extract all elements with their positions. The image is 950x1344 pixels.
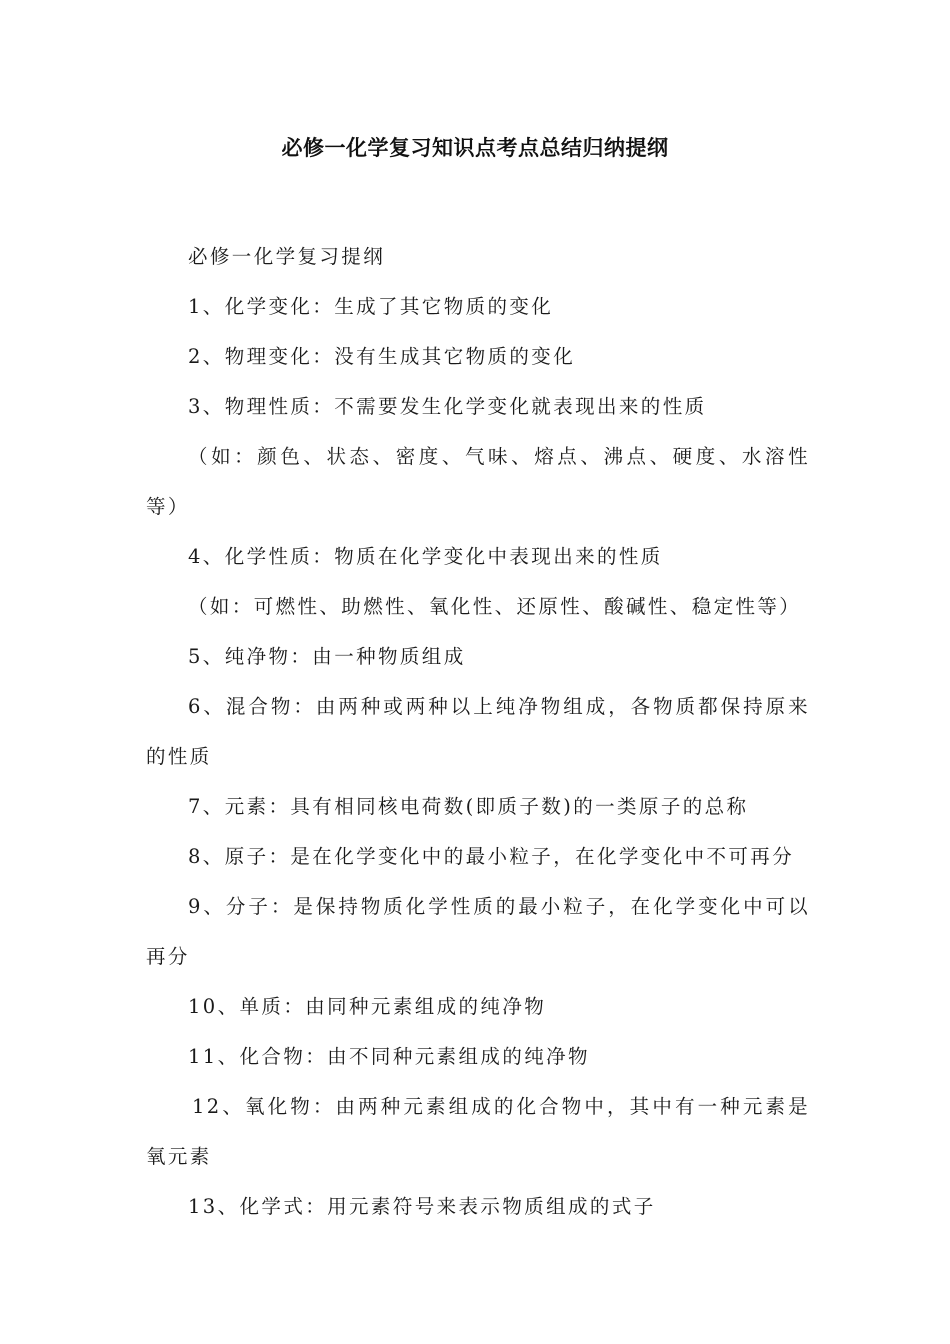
- paragraph-item-10: 10、单质：由同种元素组成的纯净物: [188, 995, 547, 1018]
- paragraph-item-12: 12、氧化物：由两种元素组成的化合物中，其中有一种元素是氧元素: [146, 1095, 810, 1168]
- paragraph-item-2: 2、物理变化：没有生成其它物质的变化: [188, 345, 576, 368]
- document-body: [146, 232, 810, 1232]
- paragraph-item-3-examples: （如：颜色、状态、密度、气味、熔点、沸点、硬度、水溶性等）: [146, 445, 810, 518]
- paragraph-item-6: 6、混合物：由两种或两种以上纯净物组成，各物质都保持原来的性质: [146, 695, 810, 768]
- paragraph-item-11: 11、化合物：由不同种元素组成的纯净物: [188, 1045, 590, 1068]
- paragraph-item-9: 9、分子：是保持物质化学性质的最小粒子，在化学变化中可以再分: [146, 895, 810, 968]
- paragraph-item-4-examples: （如：可燃性、助燃性、氧化性、还原性、酸碱性、稳定性等）: [188, 595, 802, 618]
- page-title: 必修一化学复习知识点考点总结归纳提纲: [281, 136, 669, 160]
- paragraph-item-3: 3、物理性质：不需要发生化学变化就表现出来的性质: [188, 395, 707, 418]
- paragraph-outline-heading: 必修一化学复习提纲: [188, 245, 386, 268]
- paragraph-item-4: 4、化学性质：物质在化学变化中表现出来的性质: [188, 545, 663, 568]
- paragraph-item-1: 1、化学变化：生成了其它物质的变化: [188, 295, 554, 318]
- paragraph-item-7: 7、元素：具有相同核电荷数(即质子数)的一类原子的总称: [188, 795, 749, 818]
- paragraph-item-8: 8、原子：是在化学变化中的最小粒子，在化学变化中不可再分: [188, 845, 795, 868]
- paragraph-item-5: 5、纯净物：由一种物质组成: [188, 645, 466, 668]
- paragraph-item-13: 13、化学式：用元素符号来表示物质组成的式子: [188, 1195, 656, 1218]
